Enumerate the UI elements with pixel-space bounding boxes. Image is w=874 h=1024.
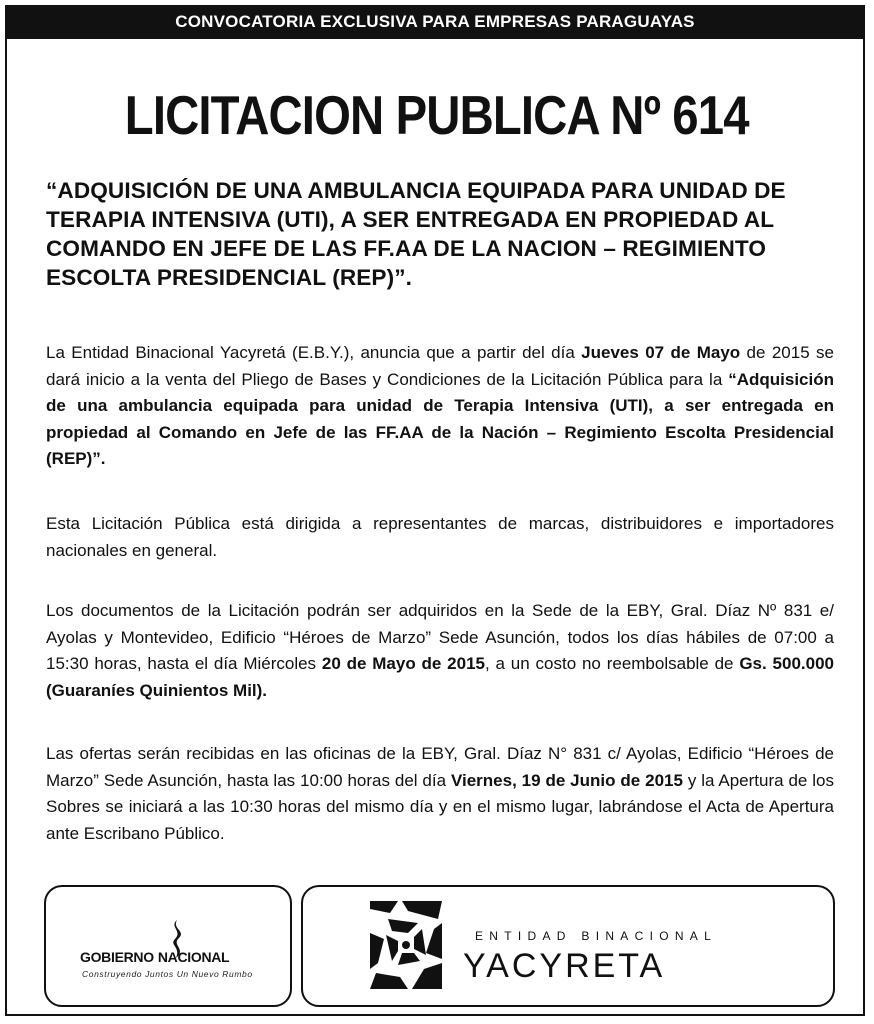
text-run: Las ofertas serán recibidas en las oficinas de la EBY, Gral. Díaz N° 831 c/ Ayolas, Edificio “Héroes de Marzo” Sede Asunción, hasta las 10:00 horas del día — [46, 744, 834, 790]
paragraph-announcement — [46, 340, 834, 473]
gobierno-nacional-logo-box — [44, 885, 292, 1007]
paragraph-offers — [46, 741, 834, 847]
text-run: Esta Licitación Pública está dirigida a representantes de marcas, distribuidores e importadores nacionales en general. — [46, 514, 834, 560]
gobierno-tagline: Construyendo Juntos Un Nuevo Rumbo — [82, 969, 253, 979]
eby-wordmark: YACYRETA — [463, 947, 666, 985]
text-run: La Entidad Binacional Yacyretá (E.B.Y.), anuncia que a partir del día — [46, 343, 582, 362]
paragraph-documents — [46, 598, 834, 704]
page-title — [0, 83, 874, 147]
bold-run: Viernes, 19 de Junio de 2015 — [450, 770, 683, 790]
spiral-squares-logo-icon — [368, 899, 444, 991]
bold-run: Gs. 500.000 (Guaraníes Quinientos Mil). — [46, 654, 834, 700]
text-run: Los documentos de la Licitación podrán ser adquiridos en la Sede de la EBY, Gral. Díaz Nº 831 e/ Ayolas y Montevideo, Edificio “Héroes de Marzo” Sede Asunción, todos los días hábiles de 07:00 a 15:30 horas, hasta el día Miércoles — [46, 601, 834, 673]
title-text: LICITACION PUBLICA Nº 614 — [125, 84, 749, 146]
paragraph-audience — [46, 511, 834, 564]
gobierno-word: GOBIERNO — [80, 949, 154, 965]
tender-subject: “ADQUISICIÓN DE UNA AMBULANCIA EQUIPADA PARA UNIDAD DE TERAPIA INTENSIVA (UTI), A SER ENTREGADA EN PROPIEDAD AL COMANDO EN JEFE DE LAS FF.AA DE LA NACION – REGIMIENTO ESCOLTA PRESIDENCIAL (REP)”. — [46, 178, 786, 290]
text-run: , a un costo no reembolsable de — [485, 654, 740, 673]
banner: CONVOCATORIA EXCLUSIVA PARA EMPRESAS PARAGUAYAS — [5, 5, 865, 39]
nacional-word: NACIONAL — [157, 949, 230, 965]
bold-run: 20 de Mayo de 2015 — [321, 654, 485, 673]
eby-entity-line: ENTIDAD BINACIONAL — [475, 929, 718, 943]
gobierno-nacional-wordmark — [80, 949, 229, 965]
text-run: y la Apertura de los Sobres se iniciará a las 10:30 horas del mismo día y en el mismo lugar, labrándose el Acta de Apertura ante Escribano Público. — [46, 770, 834, 843]
text-run: de 2015 se dará inicio a la venta del Pliego de Bases y Condiciones de la Licitación Pública para la — [46, 343, 834, 389]
bold-run: “Adquisición de una ambulancia equipada para unidad de Terapia Intensiva (UTI), a ser entregada en propiedad al Comando en Jefe de las FF.AA de la Nación – Regimiento Escolta Presidencial (REP)”. — [46, 369, 834, 468]
bold-run: Jueves 07 de Mayo — [581, 343, 741, 362]
eby-logo-box — [301, 885, 835, 1007]
